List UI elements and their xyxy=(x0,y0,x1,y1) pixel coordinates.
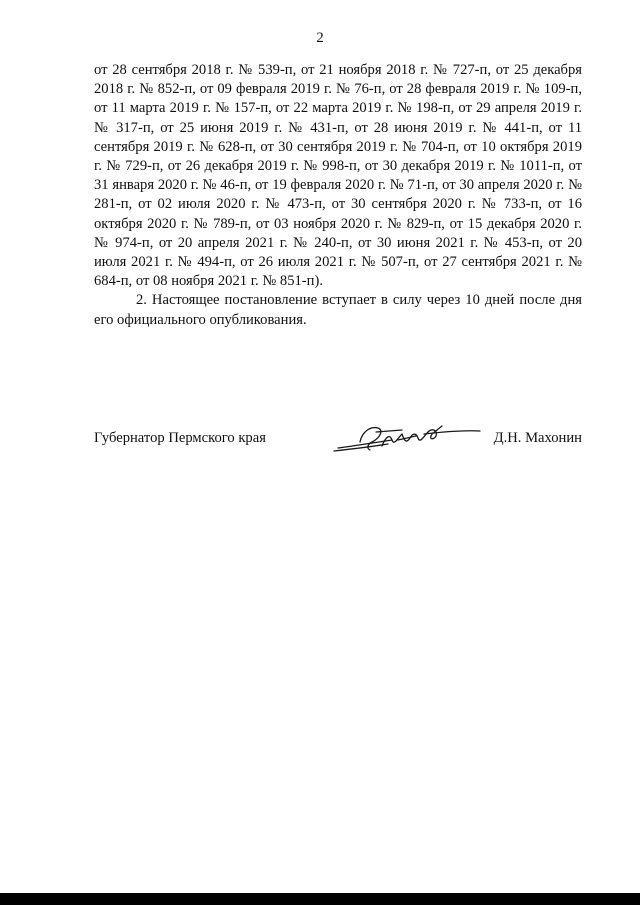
signatory-name: Д.Н. Махонин xyxy=(493,430,582,446)
signature-block xyxy=(94,426,582,452)
handwritten-signature xyxy=(332,418,482,458)
signatory-position: Губернатор Пермского края xyxy=(94,430,266,446)
document-body xyxy=(94,61,582,330)
paragraph-continuation: от 28 сентября 2018 г. № 539-п, от 21 ноября 2018 г. № 727-п, от 25 декабря 2018 г. № 852-п, от 09 февраля 2019 г. № 76-п, от 28 февраля 2019 г. № 109-п, от 11 марта 2019 г. № 157-п, от 22 марта 2019 г. № 198-п, от 29 апреля 2019 г. № 317-п, от 25 июня 2019 г. № 431-п, от 28 июня 2019 г. № 441-п, от 11 сентября 2019 г. № 628-п, от 30 сентября 2019 г. № 704-п, от 10 октября 2019 г. № 729-п, от 26 декабря 2019 г. № 998-п, от 30 декабря 2019 г. № 1011-п, от 31 января 2020 г. № 46-п, от 19 февраля 2020 г. № 71-п, от 30 апреля 2020 г. № 281-п, от 02 июля 2020 г. № 473-п, от 30 сентября 2020 г. № 733-п, от 16 октября 2020 г. № 789-п, от 03 ноября 2020 г. № 829-п, от 15 декабря 2020 г. № 974-п, от 20 апреля 2021 г. № 240-п, от 30 июня 2021 г. № 453-п, от 20 июля 2021 г. № 494-п, от 26 июля 2021 г. № 507-п, от 27 сентября 2021 г. № 684-п, от 08 ноября 2021 г. № 851-п). xyxy=(94,62,582,290)
scan-edge-mark xyxy=(0,893,640,905)
paragraph-effective-date: 2. Настоящее постановление вступает в силу через 10 дней после дня его официального опубликования. xyxy=(94,292,582,328)
page-number: 2 xyxy=(316,30,324,46)
